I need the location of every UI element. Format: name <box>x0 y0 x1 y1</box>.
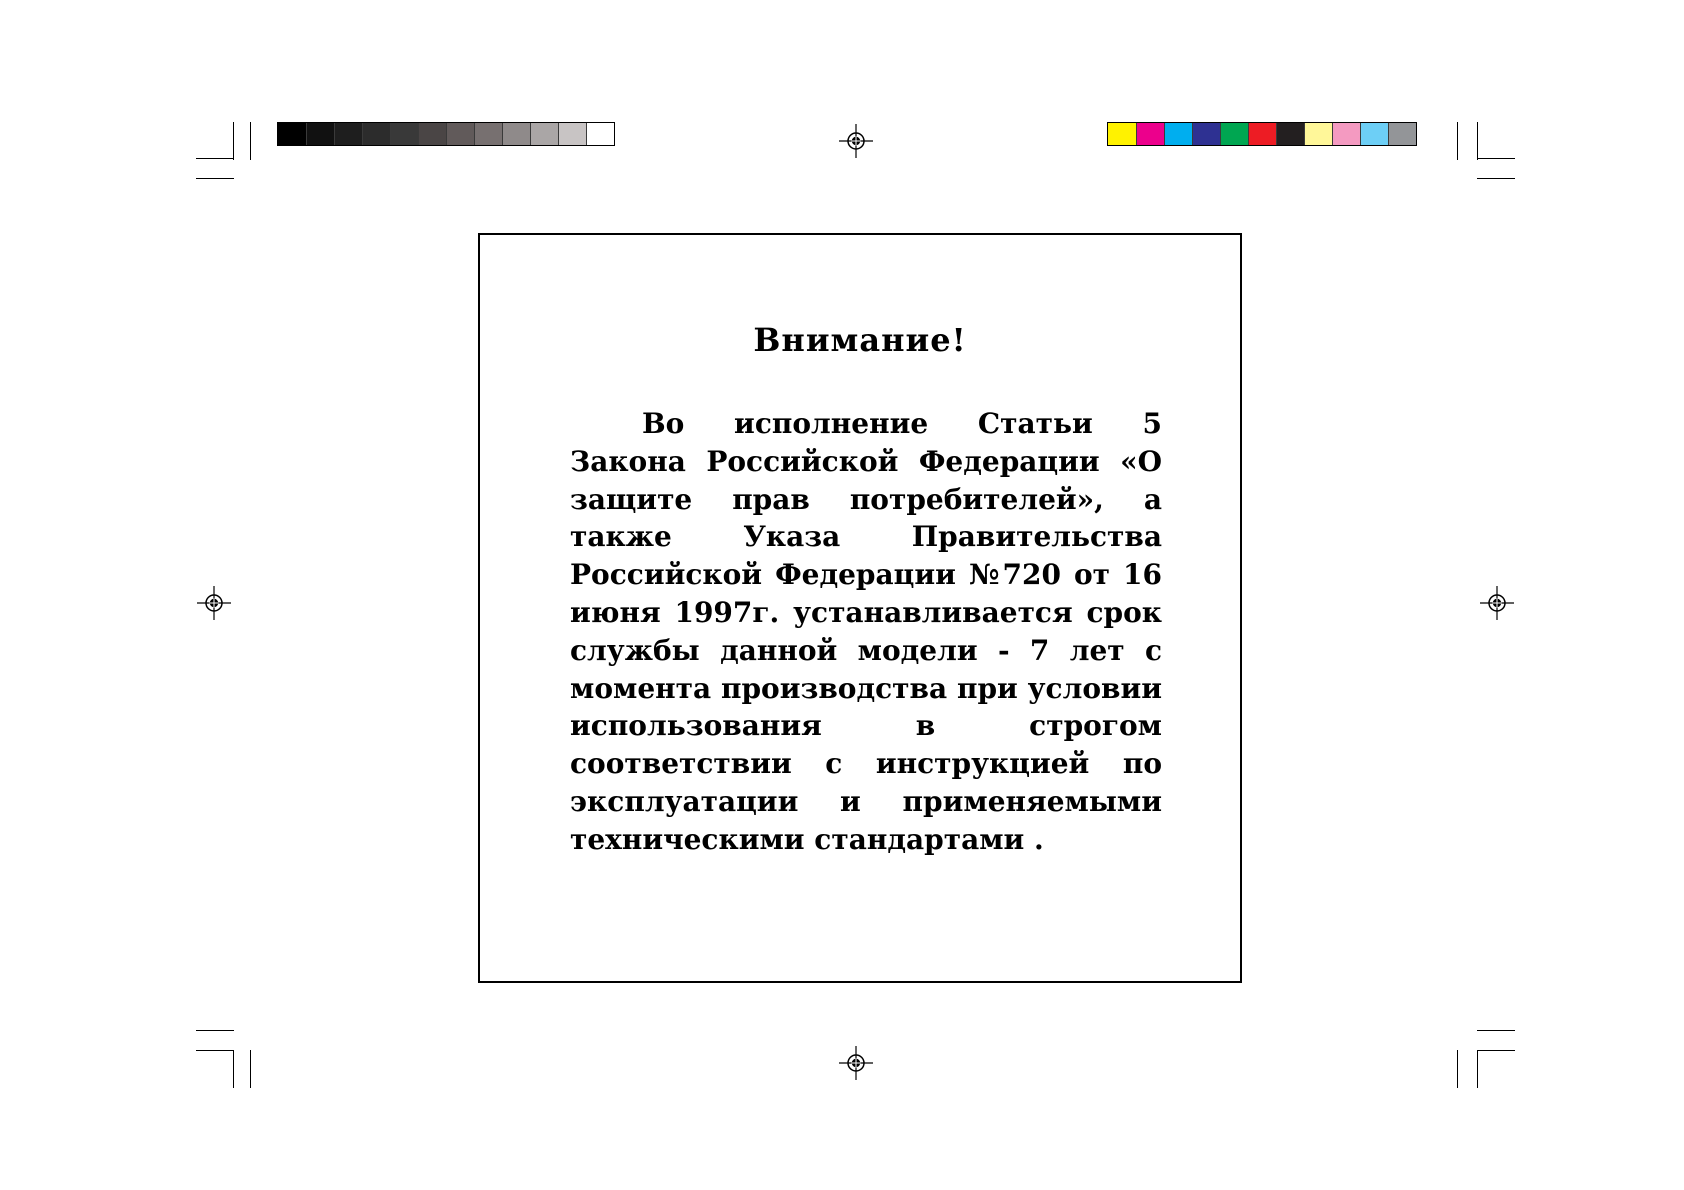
gray-swatch-4 <box>362 123 390 145</box>
grayscale-calibration-bar <box>277 122 615 146</box>
registration-mark-icon <box>839 1046 873 1080</box>
gray-swatch-1 <box>278 123 306 145</box>
gray-swatch-7 <box>446 123 474 145</box>
color-swatch-1 <box>1108 123 1136 145</box>
registration-mark-icon <box>197 586 231 620</box>
gray-swatch-2 <box>306 123 334 145</box>
color-swatch-8 <box>1304 123 1332 145</box>
color-swatch-4 <box>1192 123 1220 145</box>
gray-swatch-5 <box>390 123 418 145</box>
color-calibration-bar <box>1107 122 1417 146</box>
color-swatch-3 <box>1164 123 1192 145</box>
color-swatch-6 <box>1248 123 1276 145</box>
color-swatch-7 <box>1276 123 1304 145</box>
color-swatch-9 <box>1332 123 1360 145</box>
color-swatch-5 <box>1220 123 1248 145</box>
notice-body: Во исполнение Статьи 5 Закона Российской Федерации «О защите прав потребителей», а также Указа Правительства Российской Федерации №720 от 16 июня 1997г. устанавливается срок службы данной модели - 7 лет с момента производства при условии использования в строгом соответствии с инструкцией по эксплуатации и применяемыми техническими стандартами . <box>570 407 1162 856</box>
registration-mark-icon <box>1480 586 1514 620</box>
gray-swatch-10 <box>530 123 558 145</box>
gray-swatch-8 <box>474 123 502 145</box>
color-swatch-11 <box>1388 123 1416 145</box>
gray-swatch-12 <box>586 123 614 145</box>
notice-title: Внимание! <box>753 321 967 359</box>
gray-swatch-9 <box>502 123 530 145</box>
color-swatch-2 <box>1136 123 1164 145</box>
gray-swatch-11 <box>558 123 586 145</box>
registration-mark-icon <box>839 124 873 158</box>
gray-swatch-3 <box>334 123 362 145</box>
notice-frame <box>478 233 1242 983</box>
gray-swatch-6 <box>418 123 446 145</box>
color-swatch-10 <box>1360 123 1388 145</box>
